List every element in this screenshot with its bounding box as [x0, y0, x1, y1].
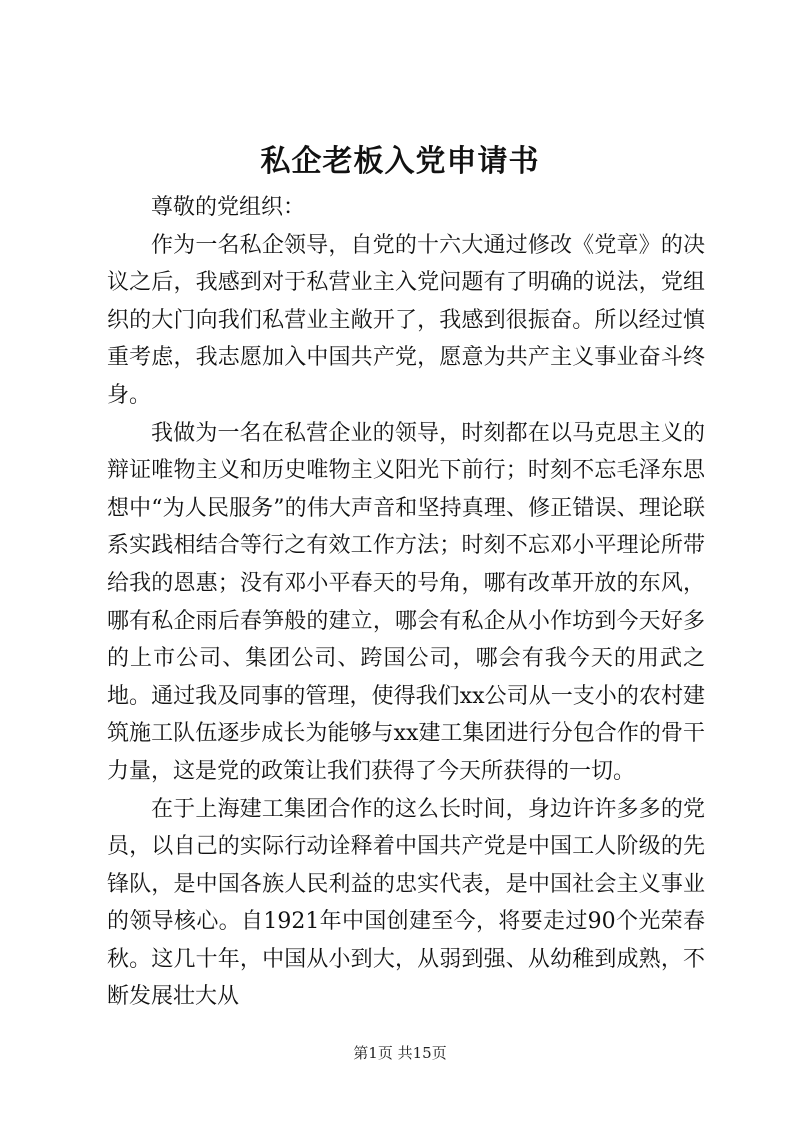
body-paragraph-1: 作为一名私企领导，自党的十六大通过修改《党章》的决议之后，我感到对于私营业主入党问题有了明确的说法，党组织的大门向我们私营业主敞开了，我感到很振奋。所以经过慎重考虑，我志愿加入中国共产党，愿意为共产主义事业奋斗终身。 — [107, 232, 705, 408]
document-title: 私企老板入党申请书 — [260, 144, 540, 179]
page-footer: 第1页 共15页 — [353, 1044, 447, 1062]
body-paragraph-2: 我做为一名在私营企业的领导，时刻都在以马克思主义的辩证唯物主义和历史唯物主义阳光下前行；时刻不忘毛泽东思想中“为人民服务”的伟大声音和坚持真理、修正错误、理论联系实践相结合等行之有效工作方法；时刻不忘邓小平理论所带给我的恩惠；没有邓小平春天的号角，哪有改革开放的东风，哪有私企雨后春笋般的建立，哪会有私企从小作坊到今天好多的上市公司、集团公司、跨国公司，哪会有我今天的用武之地。通过我及同事的管理，使得我们xx公司从一支小的农村建筑施工队伍逐步成长为能够与xx建工集团进行分包合作的骨干力量，这是党的政策让我们获得了今天所获得的一切。 — [107, 420, 705, 784]
document-body — [107, 189, 705, 1016]
body-paragraph-3: 在于上海建工集团合作的这么长时间，身边许许多多的党员，以自己的实际行动诠释着中国共产党是中国工人阶级的先锋队，是中国各族人民利益的忠实代表，是中国社会主义事业的领导核心。自1921年中国创建至今，将要走过90个光荣春秋。这几十年，中国从小到大，从弱到强、从幼稚到成熟，不断发展壮大从 — [107, 796, 705, 1010]
salutation: 尊敬的党组织： — [151, 195, 306, 220]
